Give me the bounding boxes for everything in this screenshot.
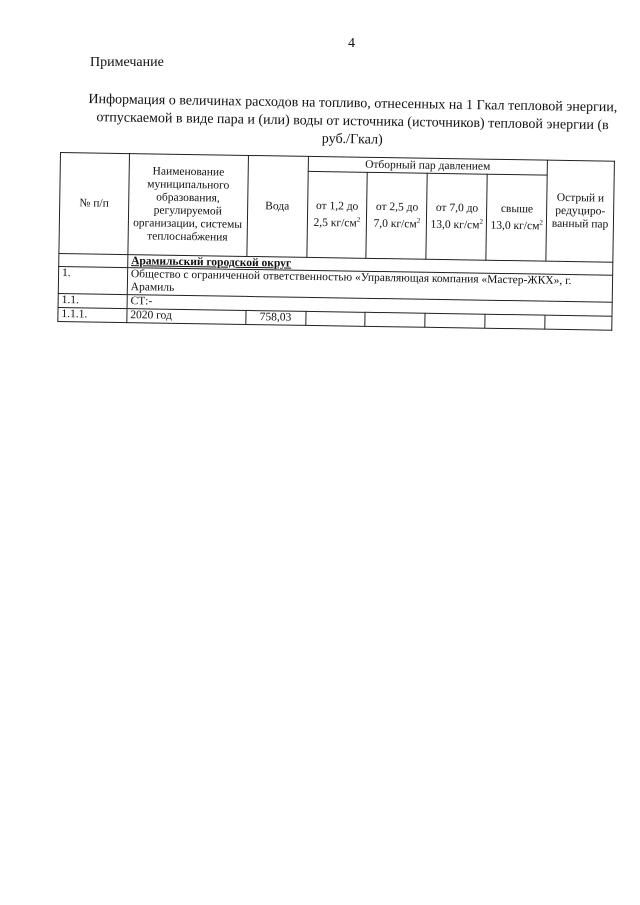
page-number: 4 xyxy=(348,36,355,51)
row-num: 1. xyxy=(58,266,127,294)
year-cell: 2020 год xyxy=(127,309,246,325)
header-pressure-3: от 7,0 до 13,0 $кг/см^2$ xyxy=(426,173,487,260)
row-num: 1.1. xyxy=(58,293,127,308)
pressure-1-value xyxy=(305,311,365,326)
header-water: Вода xyxy=(246,155,308,257)
header-pressure-1: от 1,2 до 2,5 $кг/см^2$ xyxy=(306,171,367,258)
row-num: 1.1.1. xyxy=(58,307,127,322)
group-num-cell xyxy=(59,253,128,267)
header-sharp-steam: Острый и редуциро-ванный пар xyxy=(546,160,614,262)
sharp-steam-value xyxy=(545,315,612,330)
pressure-3-value xyxy=(425,313,485,328)
note-title: Примечание xyxy=(90,55,164,70)
pressure-4-value xyxy=(485,314,545,329)
header-num: № п/п xyxy=(59,153,129,255)
header-pressure-2: от 2,5 до 7,0 $кг/см^2$ xyxy=(366,172,427,259)
group-title: Арамильский городской округ xyxy=(128,255,613,276)
header-steam-group: Отборный пар давлением xyxy=(308,156,548,175)
pressure-2-value xyxy=(365,312,425,327)
document-heading: Информация о величинах расходов на топливо, отнесенных на 1 Гкал тепловой энергии, отпускаемой в виде пара и (или) воды от источника (источников) тепловой энергии (в руб./Гкал) xyxy=(88,92,618,148)
header-pressure-4: свыше 13,0 $кг/см^2$ xyxy=(486,174,547,261)
organization-name: Общество с ограниченной ответственностью «Управляющая компания «Мастер-ЖКХ», г. Арамиль xyxy=(127,268,613,303)
water-value: 758,03 xyxy=(245,310,305,325)
tariff-table-wrapper xyxy=(57,152,615,331)
system-name: СТ:- xyxy=(127,295,612,317)
header-name: Наименование муниципального образования, регулируемой организации, системы теплоснабжения xyxy=(128,154,248,257)
fuel-cost-table xyxy=(57,152,615,331)
